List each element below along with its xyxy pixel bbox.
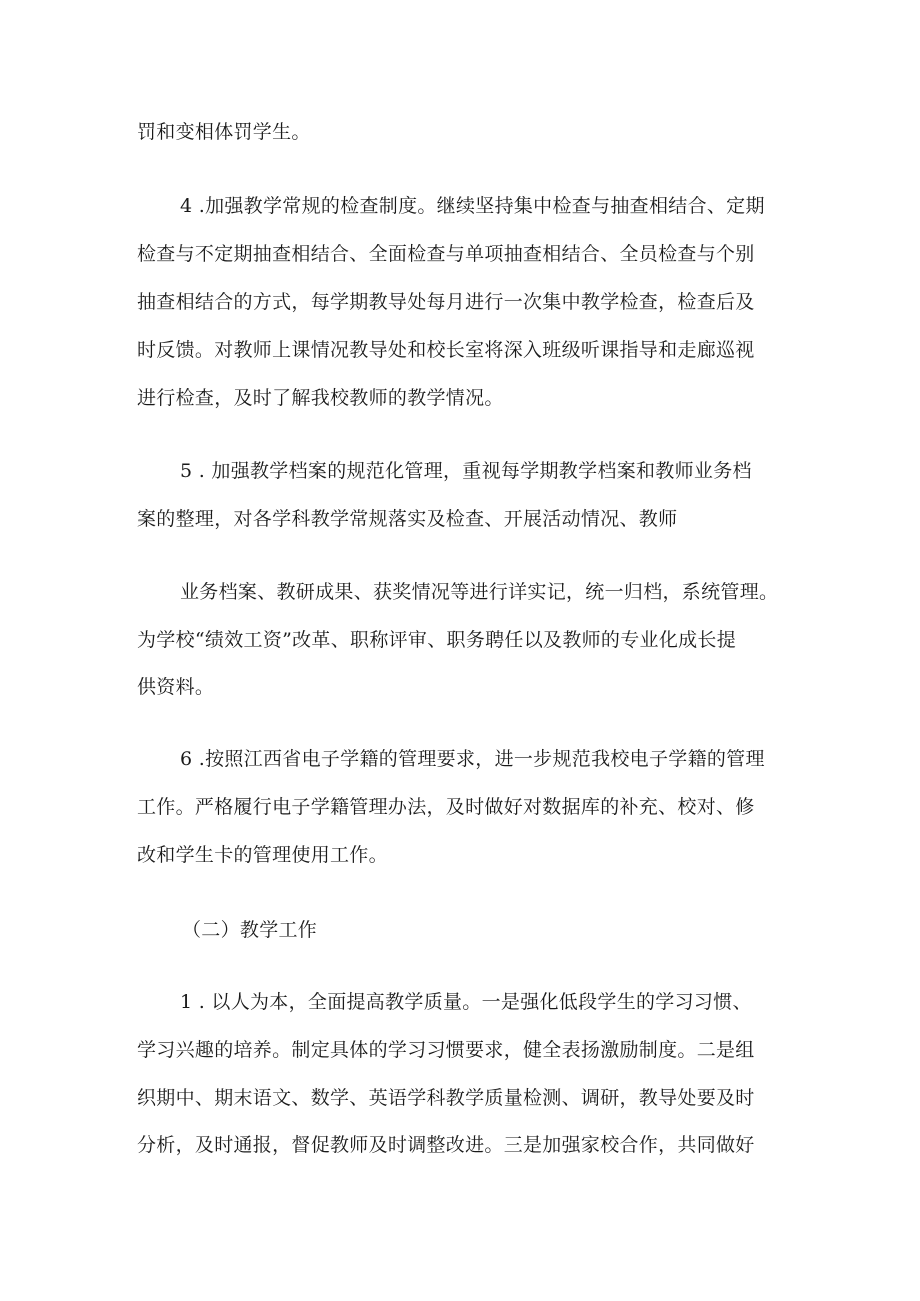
paragraph-line: 案的整理，对各学科教学常规落实及检查、开展活动情况、教师: [137, 508, 678, 530]
item-1-line: 1 . 以人为本，全面提高教学质量。一是强化低段学生的学习习惯、: [180, 991, 752, 1013]
item-5-line: 5 . 加强教学档案的规范化管理，重视每学期教学档案和教师业务档: [180, 460, 752, 482]
paragraph-line: 学习兴趣的培养。制定具体的学习习惯要求，健全表扬激励制度。二是组: [137, 1039, 755, 1061]
paragraph-line: 为学校“绩效工资”改革、职称评审、职务聘任以及教师的专业化成长提: [137, 629, 737, 651]
paragraph-line: 时反馈。对教师上课情况教导处和校长室将深入班级听课指导和走廊巡视: [137, 339, 755, 361]
paragraph-line: 检查与不定期抽查相结合、全面检查与单项抽查相结合、全员检查与个别: [137, 243, 755, 265]
paragraph-line: 罚和变相体罚学生。: [137, 121, 311, 143]
paragraph-line: 进行检查，及时了解我校教师的教学情况。: [137, 387, 504, 409]
section-heading: （二）教学工作: [182, 919, 318, 941]
item-4-line: 4 .加强教学常规的检查制度。继续坚持集中检查与抽查相结合、定期: [180, 195, 765, 217]
paragraph-line: 工作。严格履行电子学籍管理办法，及时做好对数据库的补充、校对、修: [137, 796, 755, 818]
paragraph-line: 抽查相结合的方式，每学期教导处每月进行一次集中教学检查，检查后及: [137, 291, 755, 313]
paragraph-line: 织期中、期末语文、数学、英语学科教学质量检测、调研，教导处要及时: [137, 1087, 755, 1109]
paragraph-line: 改和学生卡的管理使用工作。: [137, 844, 388, 866]
paragraph-line: 供资料。: [137, 676, 215, 698]
item-6-line: 6 .按照江西省电子学籍的管理要求，进一步规范我校电子学籍的管理: [180, 748, 765, 770]
paragraph-line: 业务档案、教研成果、获奖情况等进行详实记，统一归档，系统管理。: [180, 581, 779, 603]
paragraph-line: 分析，及时通报，督促教师及时调整改进。三是加强家校合作，共同做好: [137, 1134, 755, 1156]
